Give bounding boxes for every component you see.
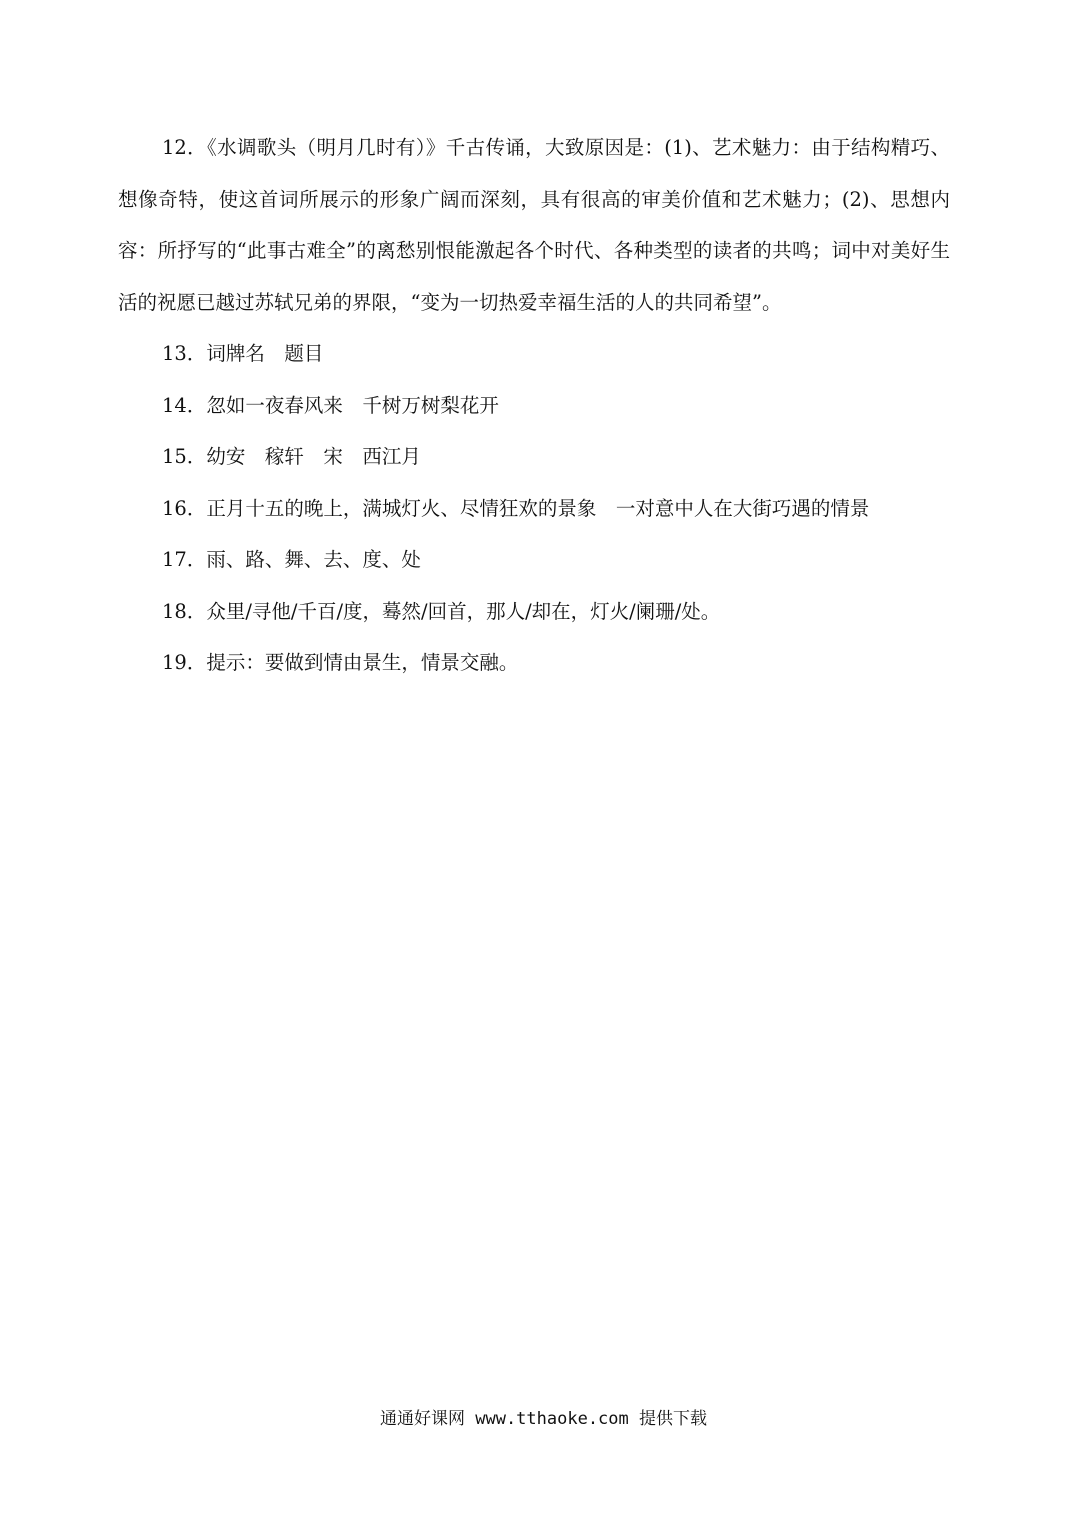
answer-19: 19．提示：要做到情由景生，情景交融。 (162, 651, 519, 674)
answer-list (118, 122, 950, 689)
answer-17: 17．雨、路、舞、去、度、处 (162, 548, 421, 571)
answer-15: 15．幼安 稼轩 宋 西江月 (162, 445, 421, 468)
answer-12: 12．《水调歌头（明月几时有）》千古传诵，大致原因是：(1)、艺术魅力：由于结构精巧、想像奇特，使这首词所展示的形象广阔而深刻，具有很高的审美价值和艺术魅力；(2)、思想内容：所抒写的“此事古难全”的离愁别恨能激起各个时代、各种类型的读者的共鸣；词中对美好生活的祝愿已越过苏轼兄弟的界限，“变为一切热爱幸福生活的人的共同希望”。 (118, 136, 950, 314)
answer-13: 13．词牌名 题目 (162, 342, 324, 365)
answer-16: 16．正月十五的晚上，满城灯火、尽情狂欢的景象 一对意中人在大街巧遇的情景 (162, 496, 870, 520)
answer-14: 14．忽如一夜春风来 千树万树梨花开 (162, 393, 499, 417)
page-footer: 通通好课网 www.tthaoke.com 提供下载 (380, 1409, 707, 1429)
answer-18: 18．众里/寻他/千百/度，蓦然/回首，那人/却在，灯火/阑珊/处。 (162, 599, 721, 623)
